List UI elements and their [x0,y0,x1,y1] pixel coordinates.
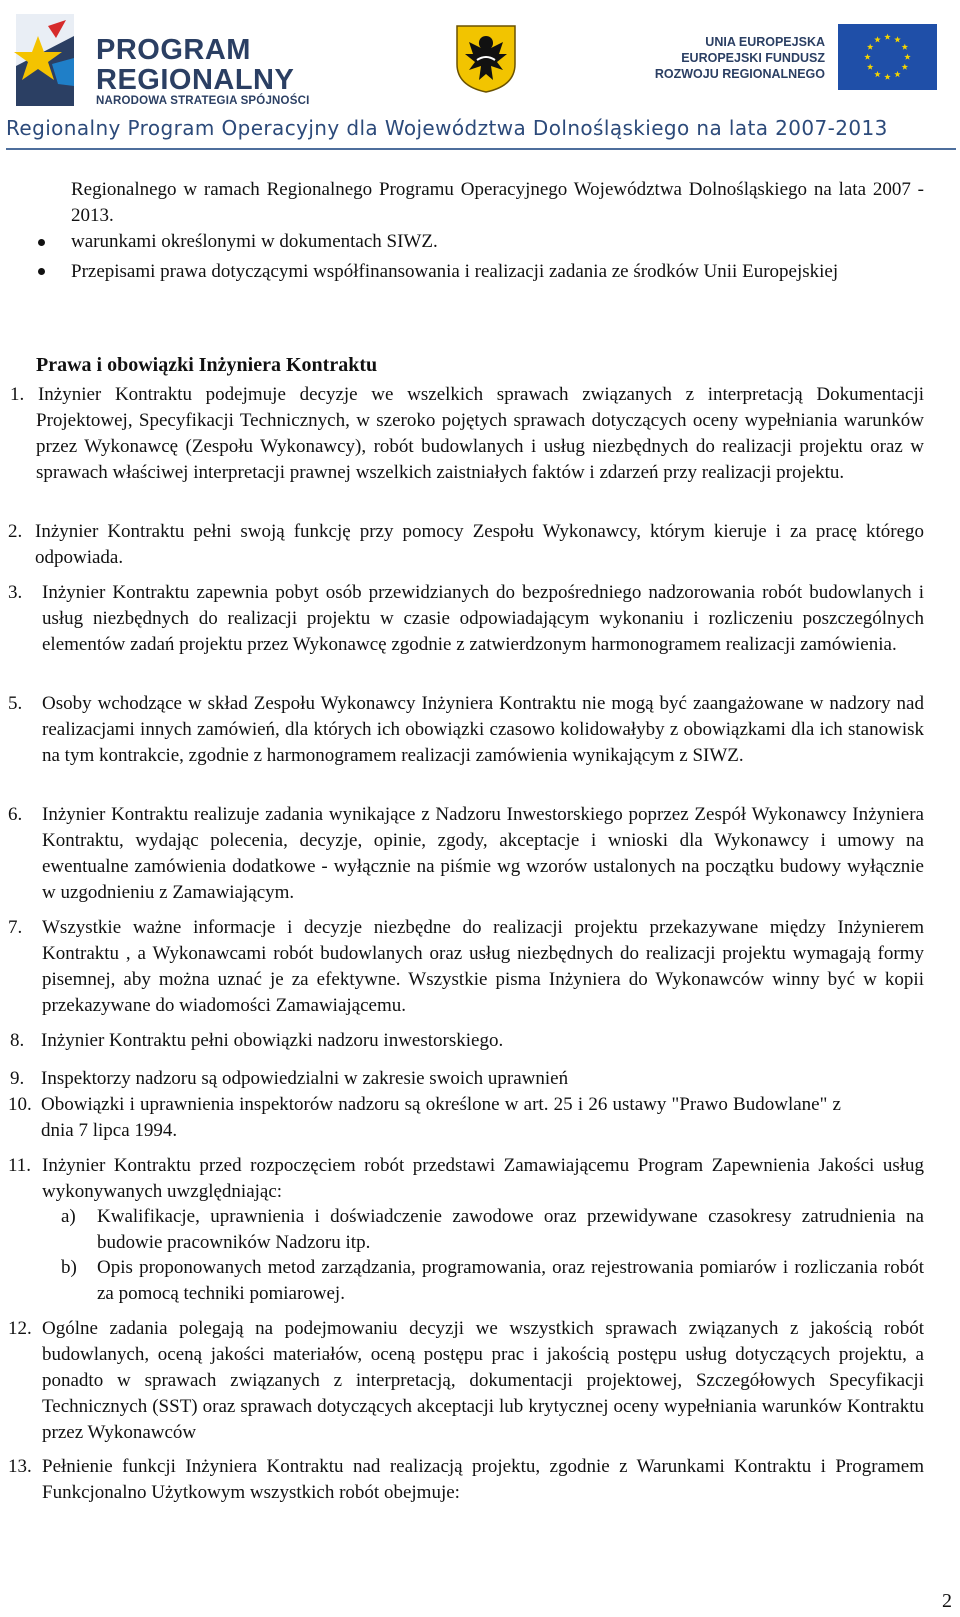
item-text: Inżynier Kontraktu realizuje zadania wynikające z Nadzoru Inwestorskiego poprzez Zespół Wykonawcy Inżyniera Kontraktu, wydając polecenia, decyzje, opinie, zgody, akceptacje i wnioski dla Wykonawcy i umowy na ewentualne zamówienia dodatkowe - wyłącznie na piśmie wg wzorów ustalonych na początku budowy wyłącznie w uzgodnieniu z Zamawiającym. [42,804,924,903]
eu-line-2: EUROPEJSKI FUNDUSZ [681,51,825,65]
list-item [10,382,925,486]
item-text: Inżynier Kontraktu przed rozpoczęciem robót przedstawi Zamawiającemu Program Zapewnienia Jakości usług wykonywanych uwzględniając: [42,1155,924,1202]
program-logo-line2: REGIONALNY [96,64,295,96]
page-number: 2 [942,1590,952,1612]
item-text: Osoby wchodzące w skład Zespołu Wykonawcy Inżyniera Kontraktu nie mogą być zaangażowane w nadzory nad realizacjami innych zamówień, dla których ich obowiązki czasowo kolidowałyby z obowiązkami dla ich stanowisk na tym kontrakcie, zgodnie z harmonogramem realizacji zamówienia wynikającym z SIWZ. [42,693,924,766]
item-number: 9. [10,1068,25,1089]
eu-flag-icon [838,24,937,90]
intro-bullet-2: Przepisami prawa dotyczącymi współfinansowania i realizacji zadania ze środków Unii Europejskiej [71,261,839,282]
program-regionalny-logo [8,6,338,110]
program-logo-line1: PROGRAM [96,34,251,66]
item-number: 12. [8,1318,32,1339]
item-number: 6. [8,804,23,825]
intro-continuation: Regionalnego w ramach Regionalnego Programu Operacyjnego Województwa Dolnośląskiego na lata 2007 - 2013. [71,179,924,226]
section-heading: Prawa i obowiązki Inżyniera Kontraktu [36,354,378,376]
program-title: Regionalny Program Operacyjny dla Województwa Dolnośląskiego na lata 2007-2013 [6,116,888,140]
item-text: Inżynier Kontraktu podejmuje decyzje we wszelkich sprawach związanych z interpretacją Dokumentacji Projektowej, Specyfikacji Technicznych, w szeroko pojętych sprawach dotyczących oceny wypełniania warunków przez Wykonawcę (Zespołu Wykonawcy), robót budowlanych i usług niezbędnych do realizacji projektu oraz w sprawach właściwej interpretacji prawnej wszelkich zaistniałych faktów i zdarzeń przy realizacji projektu. [36,384,925,483]
item-number: 8. [10,1030,25,1051]
item-text: Pełnienie funkcji Inżyniera Kontraktu nad realizacją projektu, zgodnie z Warunkami Kontraktu i Programem Funkcjonalno Użytkowym wszystkich robót obejmuje: [42,1456,924,1503]
item-number: 10. [8,1094,32,1115]
intro-bullet-1: warunkami określonymi w dokumentach SIWZ. [71,231,438,252]
item-text: Inżynier Kontraktu pełni swoją funkcję przy pomocy Zespołu Wykonawcy, którym kieruje i za pracę którego odpowiada. [35,521,924,568]
item-text: Obowiązki i uprawnienia inspektorów nadzoru są określone w art. 25 i 26 ustawy "Prawo Budowlane" z dnia 7 lipca 1994. [41,1094,841,1141]
item-number: 2. [8,521,23,542]
item-number: 1. [10,384,25,405]
item-number: 7. [8,917,23,938]
subitem-text: Opis proponowanych metod zarządzania, programowania, oraz rejestrowania pomiarów i rozliczania robót za pomocą techniki pomiarowej. [97,1257,924,1304]
eu-fund-label [655,34,825,82]
page-header [0,0,960,152]
item-text: Inżynier Kontraktu pełni obowiązki nadzoru inwestorskiego. [41,1030,504,1051]
item-text: Inspektorzy nadzoru są odpowiedzialni w zakresie swoich uprawnień [41,1068,569,1089]
program-logo-line3: NARODOWA STRATEGIA SPÓJNOŚCI [96,95,310,107]
eu-line-1: UNIA EUROPEJSKA [705,35,825,49]
program-regionalny-emblem-icon [8,6,90,110]
item-number: 13. [8,1456,32,1477]
item-number: 5. [8,693,23,714]
item-number: 3. [8,582,23,603]
subitem-label: a) [61,1206,76,1227]
header-divider [6,148,956,150]
bullet-icon [38,268,45,275]
lower-silesia-coat-of-arms-icon [455,24,517,94]
item-text: Inżynier Kontraktu zapewnia pobyt osób przewidzianych do bezpośredniego nadzorowania robót budowlanych i usług niezbędnych do realizacji projektu w czasie odpowiadającym wykonaniu i rozliczeniu poszczególnych elementów zadań projektu przez Wykonawcę zgodnie z zatwierdzonym harmonogramem realizacji zamówienia. [42,582,924,655]
subitem-label: b) [61,1257,77,1278]
subitem-text: Kwalifikacje, uprawnienia i doświadczenie zawodowe oraz przewidywane czasokresy zatrudnienia na budowie pracowników Nadzoru itp. [97,1206,924,1253]
item-number: 11. [8,1155,32,1176]
item-text: Ogólne zadania polegają na podejmowaniu decyzji we wszystkich sprawach związanych z jakością robót budowlanych, oceną jakości materiałów, oceną postępu prac i jakością postępu usług dotyczących projektu, a ponadto w sprawach związanych z interpretacją, dokumentacji projektowej, Szczegółowych Specyfikacji Technicznych (SST) oraz sprawach dotyczących akceptacji lub krytycznej oceny wypełniania warunków Kontraktu przez Wykonawców [42,1318,924,1443]
item-text: Wszystkie ważne informacje i decyzje niezbędne do realizacji projektu przekazywane między Inżynierem Kontraktu , a Wykonawcami robót budowlanych oraz usług niezbędnych do realizacji projektu wymagają formy pisemnej, aby można uznać je za efektywne. Wszystkie pisma Inżyniera do Wykonawców winny być w kopii przekazywane do wiadomości Zamawiającemu. [42,917,924,1016]
bullet-icon [38,239,45,246]
eu-line-3: ROZWOJU REGIONALNEGO [654,67,825,81]
